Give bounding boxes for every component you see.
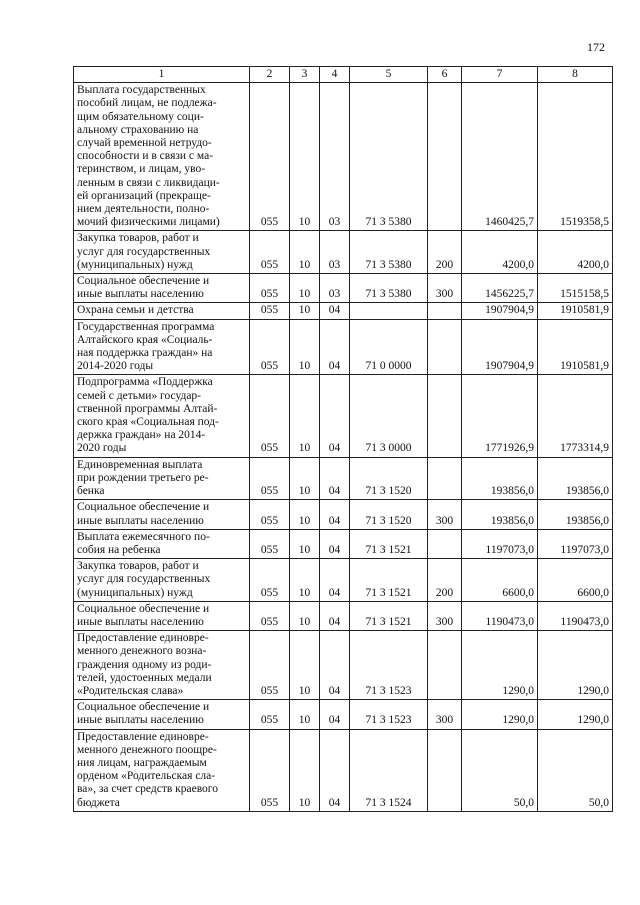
expense-type-cell [428, 631, 462, 700]
target-article-cell: 71 3 1520 [350, 500, 428, 529]
column-header: 3 [290, 67, 320, 83]
section-cell: 10 [290, 700, 320, 729]
column-header: 8 [538, 67, 613, 83]
target-article-cell: 71 3 1521 [350, 529, 428, 558]
section-cell: 10 [290, 601, 320, 630]
amount-year-1-cell: 1190473,0 [462, 601, 538, 630]
table-row [74, 601, 613, 630]
table-row [74, 231, 613, 274]
admin-code-cell: 055 [250, 303, 290, 319]
amount-year-2-cell: 1290,0 [538, 700, 613, 729]
target-article-cell: 71 0 0000 [350, 319, 428, 375]
amount-year-2-cell: 6600,0 [538, 559, 613, 602]
section-cell: 10 [290, 231, 320, 274]
expense-type-cell [428, 83, 462, 231]
amount-year-2-cell: 1910581,9 [538, 319, 613, 375]
section-cell: 10 [290, 559, 320, 602]
admin-code-cell: 055 [250, 500, 290, 529]
admin-code-cell: 055 [250, 529, 290, 558]
item-name-cell: Единовременная выплата при рождении третьего ре- бенка [74, 457, 250, 500]
section-cell: 10 [290, 274, 320, 303]
amount-year-2-cell: 4200,0 [538, 231, 613, 274]
admin-code-cell: 055 [250, 559, 290, 602]
amount-year-2-cell: 1290,0 [538, 631, 613, 700]
target-article-cell: 71 3 0000 [350, 375, 428, 457]
column-header: 7 [462, 67, 538, 83]
table-row [74, 529, 613, 558]
expense-type-cell [428, 457, 462, 500]
column-header: 1 [74, 67, 250, 83]
item-name-cell: Закупка товаров, работ и услуг для государственных (муниципальных) нужд [74, 559, 250, 602]
amount-year-2-cell: 1190473,0 [538, 601, 613, 630]
table-row [74, 500, 613, 529]
amount-year-1-cell: 4200,0 [462, 231, 538, 274]
column-header: 4 [320, 67, 350, 83]
subsection-cell: 04 [320, 319, 350, 375]
amount-year-2-cell: 1910581,9 [538, 303, 613, 319]
item-name-cell: Закупка товаров, работ и услуг для государственных (муниципальных) нужд [74, 231, 250, 274]
target-article-cell: 71 3 1523 [350, 700, 428, 729]
amount-year-1-cell: 1771926,9 [462, 375, 538, 457]
admin-code-cell: 055 [250, 83, 290, 231]
table-row [74, 729, 613, 811]
table-header-row [74, 67, 613, 83]
section-cell: 10 [290, 729, 320, 811]
admin-code-cell: 055 [250, 700, 290, 729]
expense-type-cell [428, 529, 462, 558]
table-row [74, 303, 613, 319]
page-number: 172 [587, 40, 605, 54]
section-cell: 10 [290, 375, 320, 457]
subsection-cell: 04 [320, 601, 350, 630]
amount-year-1-cell: 1907904,9 [462, 303, 538, 319]
admin-code-cell: 055 [250, 231, 290, 274]
target-article-cell: 71 3 5380 [350, 231, 428, 274]
target-article-cell: 71 3 1520 [350, 457, 428, 500]
amount-year-1-cell: 193856,0 [462, 500, 538, 529]
expense-type-cell: 300 [428, 601, 462, 630]
expense-type-cell [428, 729, 462, 811]
section-cell: 10 [290, 529, 320, 558]
subsection-cell: 04 [320, 729, 350, 811]
expense-type-cell: 200 [428, 559, 462, 602]
item-name-cell: Государственная программа Алтайского края «Социаль- ная поддержка граждан» на 2014-2020 годы [74, 319, 250, 375]
section-cell: 10 [290, 500, 320, 529]
item-name-cell: Выплата государственных пособий лицам, не подлежа- щим обязательному соци- альному страхованию на случай временной нетрудо- способности и в связи с ма- теринством, и лицам, уво- ленным в связи с ликвидаци- ей организаций (прекраще- нием деятельности, полно- мочий физическими лицами) [74, 83, 250, 231]
item-name-cell: Охрана семьи и детства [74, 303, 250, 319]
column-header: 6 [428, 67, 462, 83]
expense-type-cell: 300 [428, 500, 462, 529]
table-row [74, 319, 613, 375]
amount-year-2-cell: 1519358,5 [538, 83, 613, 231]
target-article-cell: 71 3 1521 [350, 601, 428, 630]
subsection-cell: 04 [320, 500, 350, 529]
section-cell: 10 [290, 303, 320, 319]
item-name-cell: Подпрограмма «Поддержка семей с детьми» государ- ственной программы Алтай- ского края «Социальная под- держка граждан» на 2014- 2020 годы [74, 375, 250, 457]
table-row [74, 83, 613, 231]
subsection-cell: 03 [320, 274, 350, 303]
item-name-cell: Предоставление единовре- менного денежного возна- граждения одному из роди- телей, удостоенных медали «Родительская слава» [74, 631, 250, 700]
subsection-cell: 04 [320, 457, 350, 500]
expense-type-cell [428, 375, 462, 457]
amount-year-1-cell: 50,0 [462, 729, 538, 811]
subsection-cell: 04 [320, 700, 350, 729]
amount-year-2-cell: 193856,0 [538, 457, 613, 500]
target-article-cell: 71 3 1524 [350, 729, 428, 811]
admin-code-cell: 055 [250, 457, 290, 500]
table-row [74, 700, 613, 729]
table-row [74, 559, 613, 602]
amount-year-1-cell: 1907904,9 [462, 319, 538, 375]
subsection-cell: 04 [320, 529, 350, 558]
subsection-cell: 03 [320, 83, 350, 231]
table-row [74, 631, 613, 700]
section-cell: 10 [290, 631, 320, 700]
amount-year-2-cell: 193856,0 [538, 500, 613, 529]
subsection-cell: 04 [320, 631, 350, 700]
amount-year-1-cell: 1290,0 [462, 631, 538, 700]
target-article-cell: 71 3 1523 [350, 631, 428, 700]
subsection-cell: 04 [320, 303, 350, 319]
table-row [74, 274, 613, 303]
section-cell: 10 [290, 319, 320, 375]
amount-year-1-cell: 6600,0 [462, 559, 538, 602]
table-row [74, 375, 613, 457]
item-name-cell: Социальное обеспечение и иные выплаты населению [74, 601, 250, 630]
admin-code-cell: 055 [250, 601, 290, 630]
subsection-cell: 04 [320, 375, 350, 457]
target-article-cell: 71 3 1521 [350, 559, 428, 602]
amount-year-1-cell: 193856,0 [462, 457, 538, 500]
admin-code-cell: 055 [250, 631, 290, 700]
amount-year-1-cell: 1460425,7 [462, 83, 538, 231]
subsection-cell: 03 [320, 231, 350, 274]
target-article-cell: 71 3 5380 [350, 83, 428, 231]
item-name-cell: Социальное обеспечение и иные выплаты населению [74, 500, 250, 529]
item-name-cell: Предоставление единовре- менного денежного поощре- ния лицам, награждаемым орденом «Родительская сла- ва», за счет средств краевого бюджета [74, 729, 250, 811]
expense-type-cell [428, 319, 462, 375]
budget-table [73, 66, 613, 812]
amount-year-2-cell: 50,0 [538, 729, 613, 811]
table-body [74, 83, 613, 812]
amount-year-2-cell: 1515158,5 [538, 274, 613, 303]
table-row [74, 457, 613, 500]
admin-code-cell: 055 [250, 274, 290, 303]
amount-year-1-cell: 1290,0 [462, 700, 538, 729]
target-article-cell [350, 303, 428, 319]
expense-type-cell: 300 [428, 274, 462, 303]
column-header: 2 [250, 67, 290, 83]
expense-type-cell: 200 [428, 231, 462, 274]
item-name-cell: Выплата ежемесячного по- собия на ребенка [74, 529, 250, 558]
amount-year-2-cell: 1197073,0 [538, 529, 613, 558]
subsection-cell: 04 [320, 559, 350, 602]
target-article-cell: 71 3 5380 [350, 274, 428, 303]
item-name-cell: Социальное обеспечение и иные выплаты населению [74, 700, 250, 729]
amount-year-2-cell: 1773314,9 [538, 375, 613, 457]
section-cell: 10 [290, 83, 320, 231]
admin-code-cell: 055 [250, 319, 290, 375]
expense-type-cell [428, 303, 462, 319]
expense-type-cell: 300 [428, 700, 462, 729]
admin-code-cell: 055 [250, 729, 290, 811]
section-cell: 10 [290, 457, 320, 500]
item-name-cell: Социальное обеспечение и иные выплаты населению [74, 274, 250, 303]
admin-code-cell: 055 [250, 375, 290, 457]
column-header: 5 [350, 67, 428, 83]
amount-year-1-cell: 1456225,7 [462, 274, 538, 303]
amount-year-1-cell: 1197073,0 [462, 529, 538, 558]
